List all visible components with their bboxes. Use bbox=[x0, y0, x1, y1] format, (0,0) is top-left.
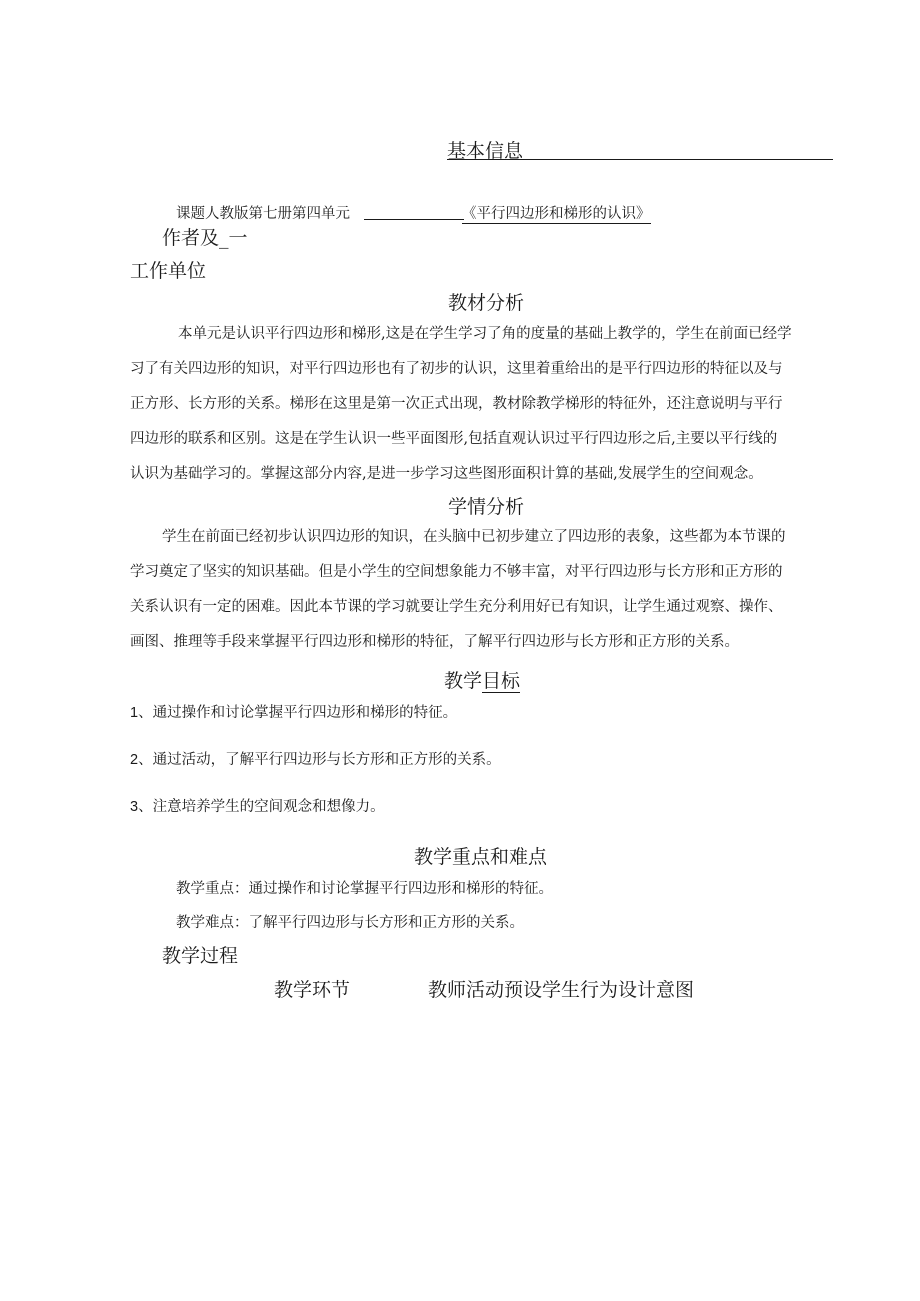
objective-text-2: 、通过活动，了解平行四边形与长方形和正方形的关系。 bbox=[138, 752, 501, 768]
objective-text-3: 、注意培养学生的空间观念和想像力。 bbox=[138, 799, 385, 815]
objective-num-2: 2 bbox=[130, 752, 139, 768]
student-line-4: 画图、推理等手段来掌握平行四边形和梯形的特征，了解平行四边形与长方形和正方形的关系。 bbox=[130, 634, 739, 650]
objective-item-3 bbox=[130, 795, 385, 816]
student-line-3: 关系认识有一定的困难。因此本节课的学习就要让学生充分利用好已有知识，让学生通过观察、操作、 bbox=[130, 599, 783, 615]
objective-text-1: 、通过操作和讨论掌握平行四边形和梯形的特征。 bbox=[138, 705, 458, 721]
key-focus: 教学重点：通过操作和讨论掌握平行四边形和梯形的特征。 bbox=[176, 881, 553, 897]
topic-label: 课题人教版第七册第四单元 bbox=[176, 206, 350, 222]
objectives-title bbox=[444, 666, 520, 693]
process-col-rest: 教师活动预设学生行为设计意图 bbox=[428, 979, 695, 1001]
basic-info-title: 基本信息 bbox=[447, 140, 524, 162]
objective-item-1 bbox=[130, 701, 457, 722]
material-analysis-text bbox=[130, 317, 830, 492]
key-difficulty: 教学难点：了解平行四边形与长方形和正方形的关系。 bbox=[176, 915, 524, 931]
objective-item-2 bbox=[130, 748, 501, 769]
objective-num-3: 3 bbox=[130, 799, 139, 815]
key-points-title: 教学重点和难点 bbox=[414, 846, 548, 868]
material-line-3: 正方形、长方形的关系。梯形在这里是第一次正式出现，教材除教学梯形的特征外，还注意说明与平行 bbox=[130, 396, 783, 412]
process-title: 教学过程 bbox=[162, 945, 239, 967]
objective-num-1: 1 bbox=[130, 705, 139, 721]
basic-info-underline bbox=[447, 159, 833, 160]
process-col-step: 教学环节 bbox=[274, 979, 351, 1001]
material-analysis-title: 教材分析 bbox=[448, 292, 525, 314]
student-analysis-text bbox=[130, 520, 830, 660]
material-line-5: 认识为基础学习的。掌握这部分内容,是进一步学习这些图形面积计算的基础,发展学生的空间观念。 bbox=[130, 466, 763, 482]
topic-name: 《平行四边形和梯形的认识》 bbox=[462, 202, 651, 224]
author-label: 作者及_一 bbox=[162, 227, 248, 249]
material-line-2: 习了有关四边形的知识，对平行四边形也有了初步的认识，这里着重给出的是平行四边形的特征以及与 bbox=[130, 361, 783, 377]
work-unit-label: 工作单位 bbox=[130, 260, 207, 282]
objectives-title-part-a: 教学 bbox=[444, 670, 483, 692]
student-line-2: 学习奠定了坚实的知识基础。但是小学生的空间想象能力不够丰富，对平行四边形与长方形和正方形的 bbox=[130, 564, 783, 580]
student-analysis-title: 学情分析 bbox=[448, 496, 525, 518]
material-line-4: 四边形的联系和区别。这是在学生认识一些平面图形,包括直观认识过平行四边形之后,主要以平行线的 bbox=[130, 431, 778, 447]
material-line-1: 本单元是认识平行四边形和梯形,这是在学生学习了角的度量的基础上教学的，学生在前面已经学 bbox=[178, 326, 792, 342]
student-line-1: 学生在前面已经初步认识四边形的知识，在头脑中已初步建立了四边形的表象，这些都为本节课的 bbox=[162, 529, 786, 545]
topic-underline-gap bbox=[364, 219, 464, 220]
objectives-title-part-b: 目标 bbox=[482, 670, 521, 692]
